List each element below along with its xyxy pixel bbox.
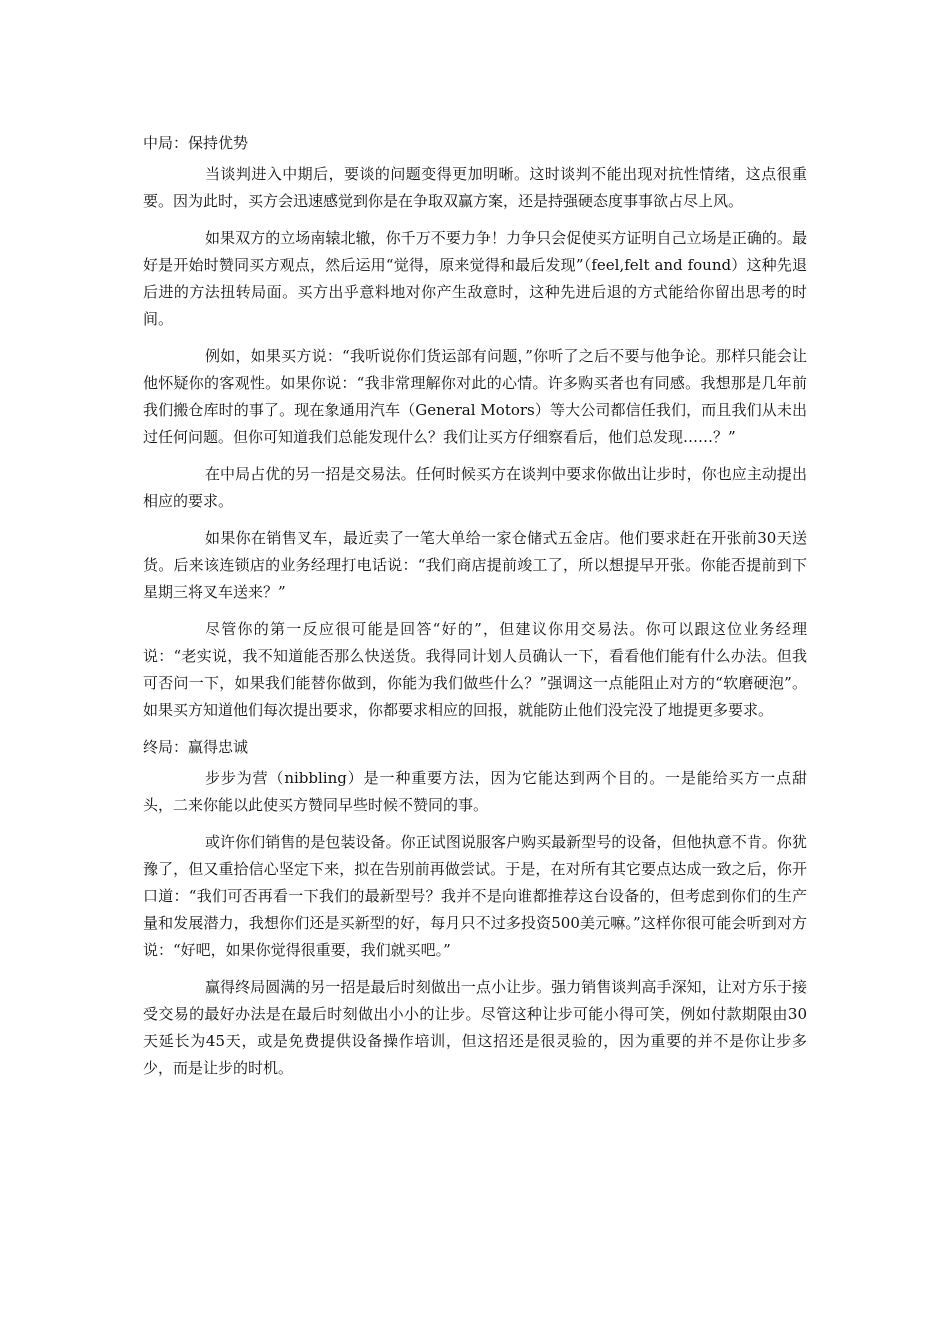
paragraph: 尽管你的第一反应很可能是回答“好的”，但建议你用交易法。你可以跟这位业务经理说：“老实说，我不知道能否那么快送货。我得同计划人员确认一下，看看他们能有什么办法。但我可否问一下，如果我们能替你做到，你能为我们做些什么？”强调这一点能阻止对方的“软磨硬泡”。如果买方知道他们每次提出要求，你都要求相应的回报，就能防止他们没完没了地提更多要求。 (143, 620, 807, 719)
section-heading-endgame: 终局：赢得忠诚 (143, 738, 249, 756)
paragraph: 在中局占优的另一招是交易法。任何时候买方在谈判中要求你做出让步时，你也应主动提出相应的要求。 (143, 465, 807, 510)
paragraph: 步步为营（nibbling）是一种重要方法，因为它能达到两个目的。一是能给买方一点甜头，二来你能以此使买方赞同早些时候不赞同的事。 (143, 769, 807, 814)
paragraph: 如果双方的立场南辕北辙，你千万不要力争！力争只会促使买方证明自己立场是正确的。最好是开始时赞同买方观点，然后运用“觉得，原来觉得和最后发现”（feel,felt and found）这种先退后进的方法扭转局面。买方出乎意料地对你产生敌意时，这种先进后退的方式能给你留出思考的时间。 (143, 229, 807, 328)
paragraph: 或许你们销售的是包装设备。你正试图说服客户购买最新型号的设备，但他执意不肯。你犹豫了，但又重拾信心坚定下来，拟在告别前再做尝试。于是，在对所有其它要点达成一致之后，你开口道：“我们可否再看一下我们的最新型号？我并不是向谁都推荐这台设备的，但考虑到你们的生产量和发展潜力，我想你们还是买新型的好，每月只不过多投资500美元嘛。”这样你很可能会听到对方说：“好吧，如果你觉得很重要，我们就买吧。” (143, 833, 807, 959)
paragraph: 例如，如果买方说：“我听说你们货运部有问题，”你听了之后不要与他争论。那样只能会让他怀疑你的客观性。如果你说：“我非常理解你对此的心情。许多购买者也有同感。我想那是几年前我们搬仓库时的事了。现在象通用汽车（General Motors）等大公司都信任我们，而且我们从未出过任何问题。但你可知道我们总能发现什么？我们让买方仔细察看后，他们总发现……？” (143, 347, 807, 446)
paragraph: 如果你在销售叉车，最近卖了一笔大单给一家仓储式五金店。他们要求赶在开张前30天送货。后来该连锁店的业务经理打电话说：“我们商店提前竣工了，所以想提早开张。你能否提前到下星期三将叉车送来？” (143, 529, 807, 601)
paragraph: 赢得终局圆满的另一招是最后时刻做出一点小让步。强力销售谈判高手深知，让对方乐于接受交易的最好办法是在最后时刻做出小小的让步。尽管这种让步可能小得可笑，例如付款期限由30天延长为45天，或是免费提供设备操作培训，但这招还是很灵验的，因为重要的并不是你让步多少，而是让步的时机。 (143, 978, 807, 1077)
paragraph: 当谈判进入中期后，要谈的问题变得更加明晰。这时谈判不能出现对抗性情绪，这点很重要。因为此时，买方会迅速感觉到你是在争取双赢方案，还是持强硬态度事事欲占尽上风。 (143, 165, 807, 210)
document-body (143, 130, 807, 1092)
section-heading-midgame: 中局：保持优势 (143, 134, 249, 152)
